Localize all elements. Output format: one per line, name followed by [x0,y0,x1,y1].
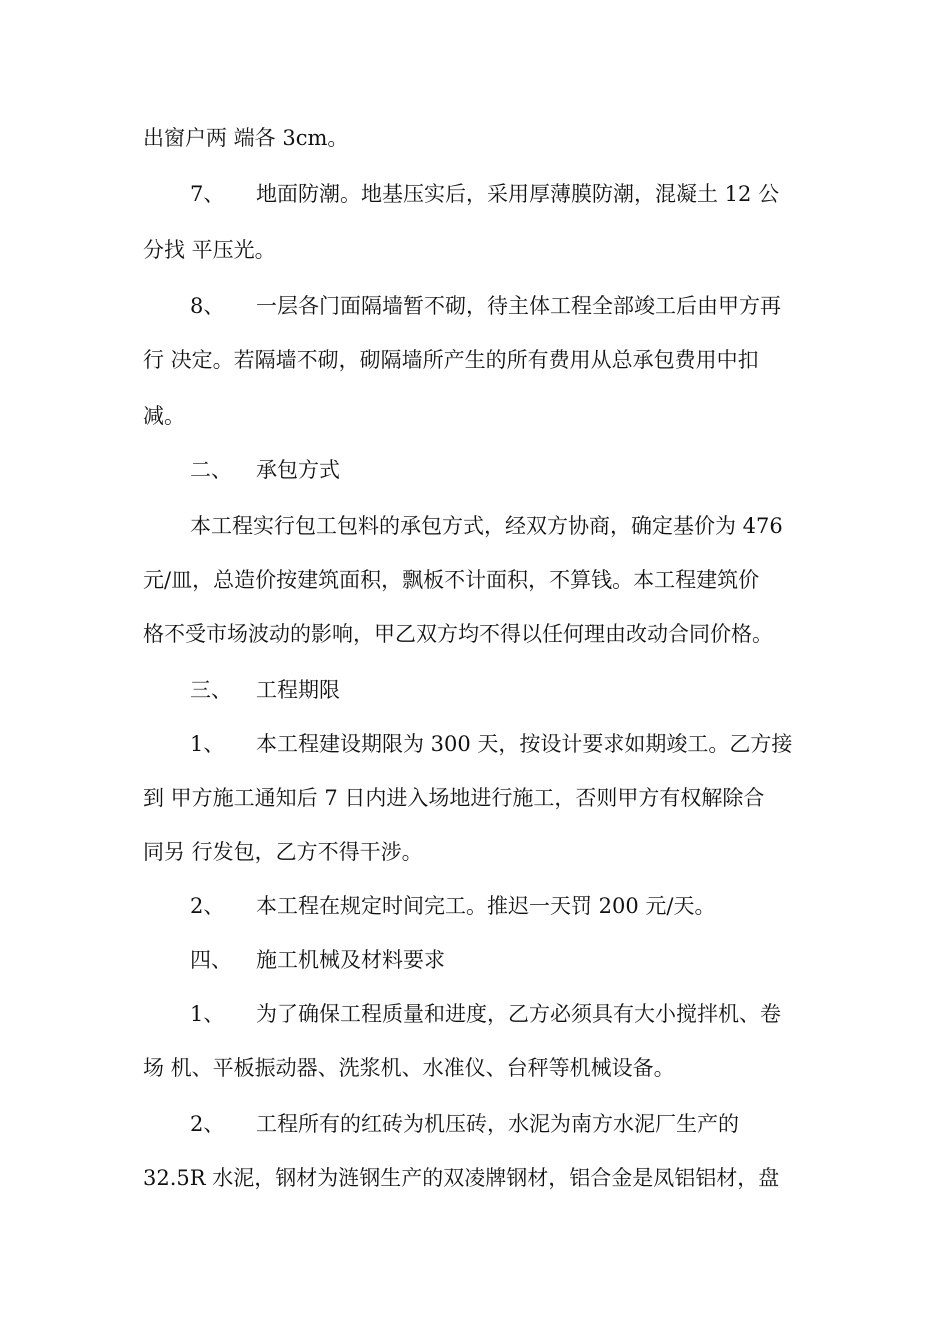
section-title: 承包方式 [256,458,340,482]
item-number: 1、 [190,732,225,756]
text-line [143,124,819,152]
line-text: 工程所有的红砖为机压砖，水泥为南方水泥厂生产的 [256,1112,739,1136]
line-text: 分找 平压光。 [143,238,276,262]
line-text: 元/皿，总造价按建筑面积，飘板不计面积，不算钱。本工程建筑价 [143,568,760,592]
line-text: 一层各门面隔墙暂不砌，待主体工程全部竣工后由甲方再 [256,294,781,318]
section-number: 三、 [190,678,232,702]
item-number: 8、 [190,294,225,318]
numbered-item-line [190,1110,819,1138]
line-text: 本工程建设期限为 300 天，按设计要求如期竣工。乙方接 [256,732,793,756]
line-text: 地面防潮。地基压实后，采用厚薄膜防潮，混凝土 12 公 [256,182,780,206]
section-heading [190,946,819,974]
section-number: 四、 [190,948,232,972]
item-number: 2、 [190,894,225,918]
section-heading [190,456,819,484]
text-line [143,236,819,264]
numbered-item-line [190,292,819,320]
line-text: 同另 行发包，乙方不得干涉。 [143,840,423,864]
text-line [190,512,819,540]
numbered-item-line [190,730,819,758]
line-text: 本工程在规定时间完工。推迟一天罚 200 元/天。 [256,894,716,918]
text-line [143,838,819,866]
section-title: 工程期限 [256,678,340,702]
line-text: 为了确保工程质量和进度，乙方必须具有大小搅拌机、卷 [256,1002,781,1026]
item-number: 7、 [190,182,225,206]
section-number: 二、 [190,458,232,482]
line-text: 到 甲方施工通知后 7 日内进入场地进行施工，否则甲方有权解除合 [143,786,765,810]
text-line [143,402,819,430]
text-line [143,566,819,594]
text-line [143,784,819,812]
text-line [143,1164,819,1192]
line-text: 格不受市场波动的影响，甲乙双方均不得以任何理由改动合同价格。 [143,622,773,646]
section-heading [190,676,819,704]
line-text: 减。 [143,404,185,428]
line-text: 本工程实行包工包料的承包方式，经双方协商，确定基价为 476 [190,514,783,538]
item-number: 1、 [190,1002,225,1026]
text-line [143,620,819,648]
line-text: 行 决定。若隔墙不砌，砌隔墙所产生的所有费用从总承包费用中扣 [143,348,759,372]
line-text: 场 机、平板振动器、洗浆机、水准仪、台秤等机械设备。 [143,1056,675,1080]
text-line [143,1054,819,1082]
text-line [143,346,819,374]
numbered-item-line [190,1000,819,1028]
numbered-item-line [190,892,819,920]
line-text: 32.5R 水泥，钢材为涟钢生产的双凌牌钢材，铝合金是凤铝铝材，盘 [143,1166,780,1190]
line-text: 出窗户两 端各 3cm。 [143,126,349,150]
numbered-item-line [190,180,819,208]
item-number: 2、 [190,1112,225,1136]
section-title: 施工机械及材料要求 [256,948,445,972]
